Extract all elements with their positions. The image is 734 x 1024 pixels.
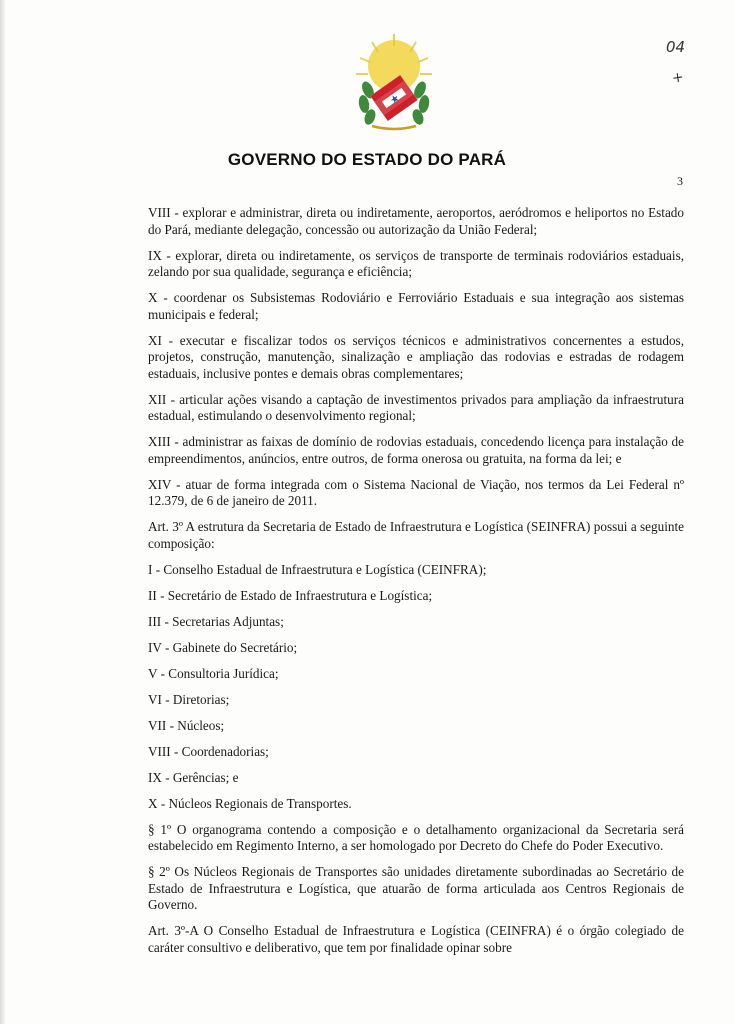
paragraph-xiii: XIII - administrar as faixas de domínio de rodovias estaduais, concedendo licença para instalação de empreendimentos, anúncios, entre outros, de forma onerosa ou gratuita, na forma da lei; e bbox=[148, 434, 684, 466]
handwritten-mark: + bbox=[670, 69, 685, 87]
page-number: 3 bbox=[677, 174, 683, 188]
article-3: Art. 3º A estrutura da Secretaria de Estado de Infraestrutura e Logística (SEINFRA) possui a seguinte composição: bbox=[148, 519, 684, 551]
paragraph-section-1: § 1º O organograma contendo a composição e o detalhamento organizacional da Secretaria será estabelecido em Regimento Interno, a ser homologado por Decreto do Chefe do Poder Executivo. bbox=[148, 821, 684, 853]
paragraph-xi: XI - executar e fiscalizar todos os serviços técnicos e administrativos concernentes a estudos, projetos, construção, manutenção, sinalização e ampliação das rodovias e estradas de rodagem estaduais, inclusive pontes e demais obras complementares; bbox=[148, 332, 684, 381]
list-item-vi: VI - Diretorias; bbox=[148, 691, 230, 707]
paragraph-xiv: XIV - atuar de forma integrada com o Sistema Nacional de Viação, nos termos da Lei Federal nº 12.379, de 6 de janeiro de 2011. bbox=[148, 476, 684, 508]
handwritten-page-count: 04 bbox=[666, 38, 686, 56]
list-item-i: I - Conselho Estadual de Infraestrutura e Logística (CEINFRA); bbox=[148, 561, 487, 577]
government-title: GOVERNO DO ESTADO DO PARÁ bbox=[227, 150, 507, 169]
paragraph-section-2: § 2º Os Núcleos Regionais de Transportes são unidades diretamente subordinadas ao Secretário de Estado de Infraestrutura e Logística, que atuarão de forma articulada aos Centros Regionais de Governo. bbox=[148, 864, 684, 912]
list-item-ix: IX - Gerências; e bbox=[148, 769, 239, 785]
list-item-v: V - Consultoria Jurídica; bbox=[148, 665, 279, 681]
para-state-coat-of-arms-icon bbox=[350, 32, 438, 132]
article-3-a: Art. 3º-A O Conselho Estadual de Infraestrutura e Logística (CEINFRA) é o órgão colegiado de caráter consultivo e deliberativo, que tem por finalidade opinar sobre bbox=[148, 923, 684, 955]
paragraph-viii: VIII - explorar e administrar, direta ou indiretamente, aeroportos, aeródromos e heliportos no Estado do Pará, mediante delegação, concessão ou autorização da União Federal; bbox=[148, 205, 684, 237]
list-item-viii: VIII - Coordenadorias; bbox=[148, 743, 269, 759]
list-item-iv: IV - Gabinete do Secretário; bbox=[148, 639, 298, 655]
document-body bbox=[148, 205, 684, 966]
list-item-iii: III - Secretarias Adjuntas; bbox=[148, 613, 284, 629]
list-item-x: X - Núcleos Regionais de Transportes. bbox=[148, 795, 352, 811]
list-item-vii: VII - Núcleos; bbox=[148, 717, 225, 733]
paragraph-ix: IX - explorar, direta ou indiretamente, os serviços de transporte de terminais rodoviários estaduais, zelando por sua qualidade, segurança e eficiência; bbox=[148, 247, 684, 279]
paragraph-xii: XII - articular ações visando a captação de investimentos privados para ampliação da infraestrutura estadual, estimulando o desenvolvimento regional; bbox=[148, 391, 684, 423]
list-item-ii: II - Secretário de Estado de Infraestrutura e Logística; bbox=[148, 587, 433, 603]
paragraph-x: X - coordenar os Subsistemas Rodoviário e Ferroviário Estaduais e sua integração aos sistemas municipais e federal; bbox=[148, 290, 684, 322]
